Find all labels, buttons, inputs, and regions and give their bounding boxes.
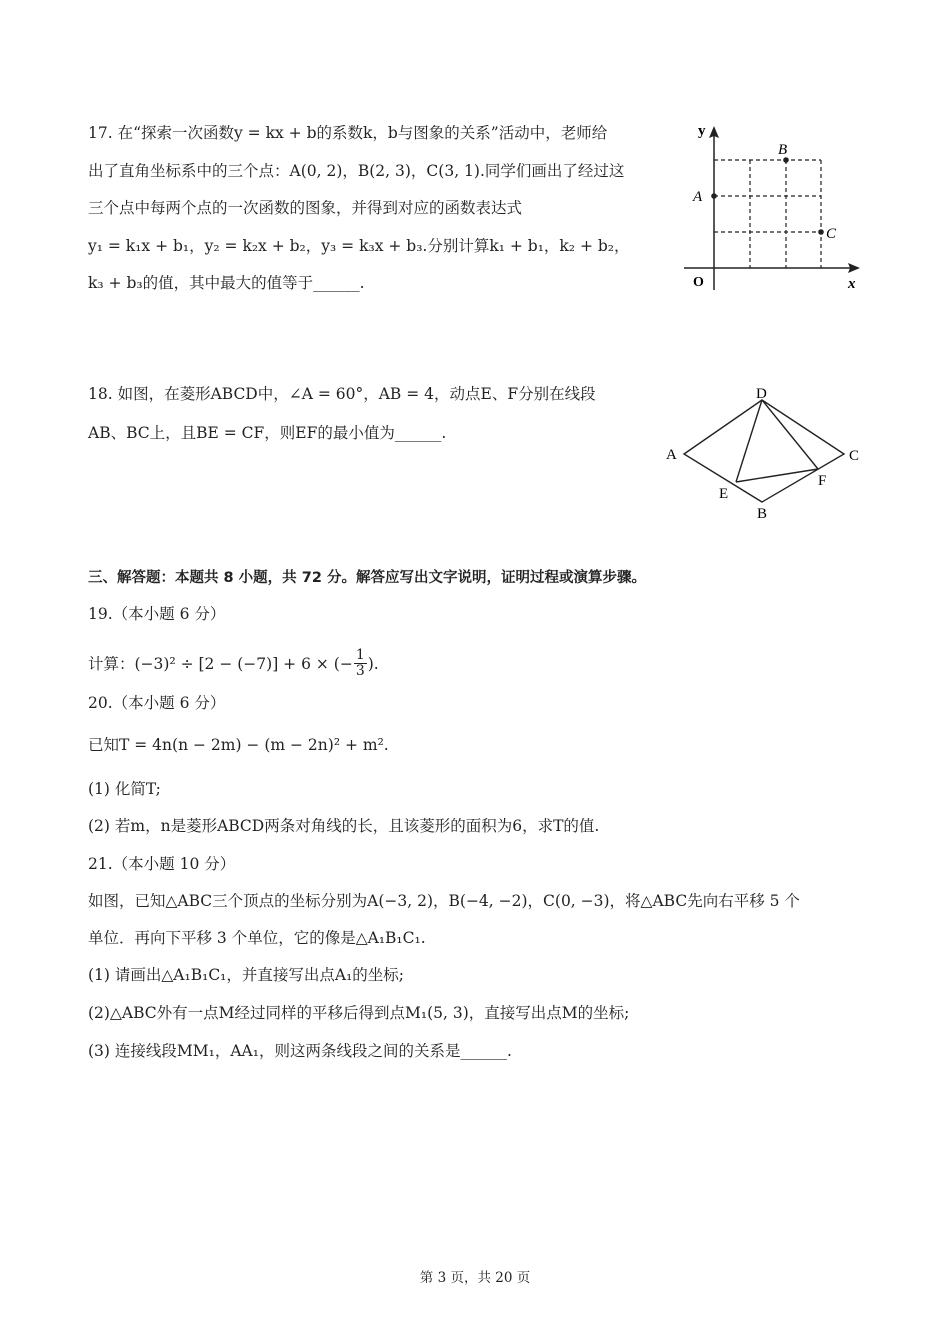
q17-point-c <box>818 229 824 235</box>
q17-x-label: x <box>848 276 856 292</box>
q18-label-a: A <box>666 447 677 463</box>
q20-part-1: (1) 化简T; <box>88 780 161 798</box>
q17-origin-label: O <box>693 275 704 290</box>
q17-line-3: 三个点中每两个点的一次函数的图象，并得到对应的函数表达式 <box>88 199 523 217</box>
q19-fraction-numerator: 1 <box>355 647 365 663</box>
q17-label-b: B <box>778 142 788 158</box>
q17-label-c: C <box>826 226 837 242</box>
q18-line-1: 18. 如图，在菱形ABCD中，∠A = 60°，AB = 4，动点E、F分别在线段 <box>88 385 596 403</box>
q19-suffix: ). <box>367 654 379 673</box>
q17-line-4: y₁ = k₁x + b₁，y₂ = k₂x + b₂，y₃ = k₃x + b₃.分别计算k₁ + b₁，k₂ + b₂， <box>88 237 630 255</box>
q18-line-2: AB、BC上，且BE = CF，则EF的最小值为______. <box>88 424 447 442</box>
q18-label-f: F <box>818 473 827 489</box>
section-3-heading: 三、解答题：本题共 8 小题，共 72 分。解答应写出文字说明，证明过程或演算步骤。 <box>88 570 646 586</box>
q17-point-a <box>711 193 717 199</box>
q21-line-1: 如图，已知△ABC三个顶点的坐标分别为A(−3, 2)，B(−4, −2)，C(0, −3)，将△ABC先向右平移 5 个 <box>88 892 800 910</box>
q19-expression <box>88 648 379 679</box>
q20-header: 20.（本小题 6 分） <box>88 694 226 712</box>
q17-line-2: 出了直角坐标系中的三个点：A(0, 2)，B(2, 3)，C(3, 1).同学们画出了经过这 <box>88 162 625 180</box>
q17-line-1: 17. 在“探索一次函数y = kx + b的系数k，b与图象的关系”活动中，老师给 <box>88 124 608 142</box>
q18-rhombus-figure <box>660 386 870 522</box>
q21-part-2: (2)△ABC外有一点M经过同样的平移后得到点M₁(5, 3)，直接写出点M的坐标; <box>88 1004 630 1022</box>
q17-line-5: k₃ + b₃的值，其中最大的值等于______. <box>88 274 365 292</box>
q19-header: 19.（本小题 6 分） <box>88 605 226 623</box>
q17-y-label: y <box>698 123 706 139</box>
q17-label-a: A <box>693 189 703 205</box>
q18-label-d: D <box>756 386 767 402</box>
q18-label-b: B <box>757 506 768 522</box>
q17-point-b <box>783 157 789 163</box>
q17-grid <box>714 160 821 268</box>
q21-part-1: (1) 请画出△A₁B₁C₁，并直接写出点A₁的坐标; <box>88 966 405 984</box>
q19-prefix: 计算：(−3)² ÷ [2 − (−7)] + 6 × (− <box>88 654 353 673</box>
q17-coordinate-figure <box>676 118 866 298</box>
page-footer: 第 3 页，共 20 页 <box>419 1270 531 1286</box>
q19-fraction-denominator: 3 <box>355 663 365 679</box>
q21-header: 21.（本小题 10 分） <box>88 855 236 873</box>
q19-fraction <box>354 648 367 679</box>
q20-line-1: 已知T = 4n(n − 2m) − (m − 2n)² + m². <box>88 736 389 754</box>
q21-line-2: 单位．再向下平移 3 个单位，它的像是△A₁B₁C₁. <box>88 929 426 947</box>
q21-part-3: (3) 连接线段MM₁，AA₁，则这两条线段之间的关系是______. <box>88 1042 512 1060</box>
q18-label-e: E <box>719 486 729 502</box>
q20-part-2: (2) 若m，n是菱形ABCD两条对角线的长，且该菱形的面积为6，求T的值. <box>88 817 600 835</box>
q18-label-c: C <box>849 448 860 464</box>
